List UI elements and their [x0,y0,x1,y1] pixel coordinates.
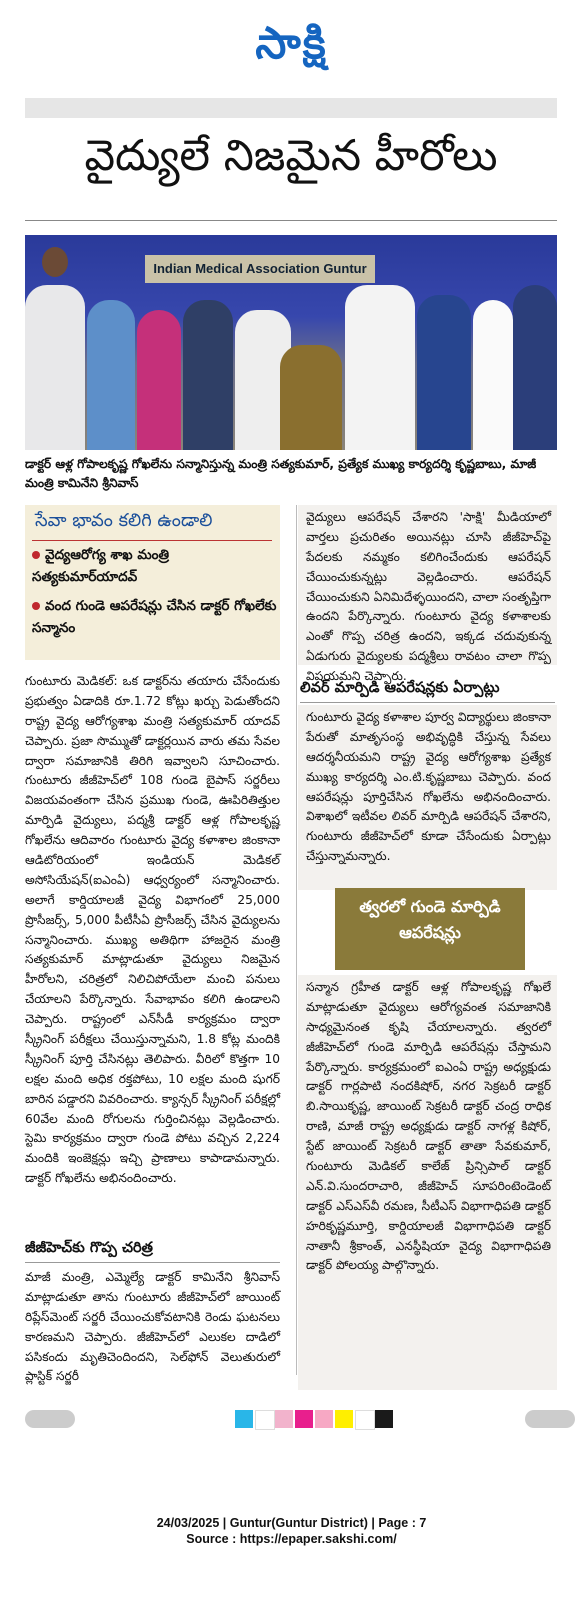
color-swatch [375,1410,393,1428]
photo-banner: Indian Medical Association Guntur [145,255,375,283]
person-figure [183,300,233,450]
sakshi-logo: సాక్షి [255,18,328,69]
color-swatch [295,1410,313,1428]
registration-bar [525,1410,575,1428]
highlight-bullet: వంద గుండె ఆపరేషన్లు చేసిన డాక్టర్ గోఖలేకు సన్మానం [32,598,277,636]
article-paragraph: మాజీ మంత్రి, ఎమ్మెల్యే డాక్టర్ కామినేని శ్రీనివాస్ మాట్లాడుతూ తాను గుంటూరు జీజీహెచ్‌లో జాయింట్ రిప్లేస్‌మెంట్ సర్జరీ చేయించుకోవటానికి రెండు ఘటనలు కారణమని చెప్పారు. జీజీహెచ్‌లో ఎలుకల దాడిలో పసికందు మృతిచెందిందని, సెల్‌ఫోన్ వెలుతురులో ప్లాస్టిక్ సర్జరీ [25,1270,280,1384]
color-swatch [315,1410,333,1428]
person-figure [87,300,135,450]
headline: వైద్యులే నిజమైన హీరోలు [84,131,498,181]
person-figure [137,310,181,450]
color-swatch [275,1410,293,1428]
subheading: జీజీహెచ్‌కు గొప్ప చరిత్ర [25,1240,280,1263]
color-swatch [335,1410,353,1428]
footer-date-page: 24/03/2025 | Guntur(Guntur District) | Page : 7 [156,1516,427,1530]
article-paragraph: సన్మాన గ్రహీత డాక్టర్ ఆళ్ల గోపాలకృష్ణ గోఖలే మాట్లాడుతూ వైద్యులు ఆరోగ్యవంత సమాజానికి సాధ్యమైనంత కృషి చేయాలన్నారు. త్వరలో జీజీహెచ్‌లో గుండె మార్పిడి ఆపరేషన్లు చేస్తామని పేర్కొన్నారు. కార్యక్రమంలో ఐఎంఏ రాష్ట్ర అధ్యక్షుడు డాక్టర్ గార్లపాటి నందకిషోర్, నగర సెక్రటరీ డాక్టర్ బి.సాయికృష్ణ, జాయింట్ సెక్రటరీ డాక్టర్ చంద్ర రాధిక రాణి, మాజీ రాష్ట్ర అధ్యక్షుడు డాక్టర్ నాగళ్ల కిషోర్, స్టేట్ జాయింట్ సెక్రటరీ డాక్టర్ తాతా సేవకుమార్, గుంటూరు మెడికల్ కాలేజ్ ప్రిన్సిపాల్ డాక్టర్ ఎన్.వి.సుందరాచారి, జీజీహెచ్ సూపరింటెండెంట్ డాక్టర్ ఎస్ఎస్‌వీ రమణ, సీటీఎస్ విభాగాధిపతి డాక్టర్ హరికృష్ణమూర్తి, కార్డియాలజీ విభాగాధిపతి డాక్టర్ నాతానీ శ్రీకాంత్, ఎనస్థీషియా వైద్య విభాగాధిపతి డాక్టర్ పోలయ్య పాల్గొన్నారు. [306,980,551,1273]
person-head [42,247,68,277]
article-paragraph: వైద్యులు ఆపరేషన్ చేశారని 'సాక్షి' మీడియాలో వార్తలు ప్రచురితం అయినట్లు చూసి జీజీహెచ్‌పై పేదలకు నమ్మకం కలిగించేందుకు ఆపరేషన్ చేయించుకున్నట్లు వెల్లడించారు. ఆపరేషన్ చేయించుకుని ఏనిమిదేళ్ళయిందని, చాలా సంతృప్తిగా ఉందని పేర్కొన్నారు. గుంటూరు వైద్య కళాశాలకు ఎంతో గొప్ప చరిత్ర ఉందని, ఇక్కడ చదువుకున్న ఏడుగురు వైద్యులకు పద్మశ్రీలు రావటం చాలా గొప్ప విషయమని చెప్పారు. [306,510,551,684]
person-figure [25,285,85,450]
footer-source: Source : https://epaper.sakshi.com/ [186,1532,397,1546]
person-figure [417,295,471,450]
highlight-box-title: సేవా భావం కలిగి ఉండాలి [35,510,213,531]
bullet-dot [32,602,40,610]
header-bar [25,98,557,118]
person-figure [473,300,513,450]
highlight-bullet: వైద్యఆరోగ్య శాఖ మంత్రి సత్యకుమార్‌యాదవ్ [32,547,170,585]
event-photo [25,235,557,450]
article-paragraph: గుంటూరు మెడికల్: ఒక డాక్టర్‌ను తయారు చేసేందుకు ప్రభుత్వం ఏడాదికి రూ.1.72 కోట్లు ఖర్చు పెడుతోందని రాష్ట్ర వైద్య ఆరోగ్యశాఖ మంత్రి సత్యకుమార్ యాదవ్ చెప్పారు. ప్రజా సొమ్ముతో డాక్టర్లయిన వారు తమ సేవల ద్వారా సమాజానికి తిరిగి ఇవ్వాలని సూచించారు. గుంటూరు జీజీహెచ్‌లో 108 గుండె బైపాస్ సర్జరీలు విజయవంతంగా చేసిన ప్రముఖ గుండె, ఊపిరితిత్తుల మార్పిడి వైద్యులు, పద్మశ్రీ డాక్టర్ ఆళ్ల గోపాలకృష్ణ గోఖలేను ఆదివారం గుంటూరు వైద్య కళాశాల జింకానా ఆడిటోరియంలో ఇండియన్ మెడికల్ అసోసియేషన్(ఐఎంఏ) ఆధ్వర్యంలో సన్మానించారు. అలాగే కార్డియాలజీ వైద్య విభాగంలో 25,000 ప్రొసీజర్స్, 5,000 పీటీసీఏ ప్రొసీజర్స్ చేసిన వైద్యులను సన్మానించారు. ముఖ్య అతిథిగా హాజరైన మంత్రి సత్యకుమార్ మాట్లాడుతూ వైద్యులు నిజమైన హీరోలని, చరిత్రలో నిలిచిపోయేలా మంచి పనులు చేయాలని పేర్కొన్నారు. సేవాభావం కలిగి ఉండాలని చెప్పారు. రాష్ట్రంలో ఎన్‌సీడీ కార్యక్రమం ద్వారా స్క్రీనింగ్ పరీక్షలు చేయిస్తున్నామని, 1.8 కోట్ల మందికి స్క్రీనింగ్ పూర్తి చేసినట్లు తెలిపారు. వీరిలో కొత్తగా 10 లక్షల మంది అధిక రక్తపోటు, 10 లక్షల మంది షుగర్ బారిన పడ్డారని వివరించారు. క్యాన్సర్ స్క్రీనింగ్ పరీక్షల్లో 60వేల మంది రోగులను గుర్తించినట్లు వెల్లడించారు. స్టెమి కార్యక్రమం ద్వారా గుండె పోటు వచ్చిన 2,224 మందికి ఇంజెక్షన్లు ఇచ్చి ప్రాణాలు కాపాడామన్నారు. డాక్టర్ గోఖలేను అభినందించారు. [25,674,280,1186]
article-paragraph: గుంటూరు వైద్య కళాశాల పూర్వ విద్యార్థులు జింకానా పేరుతో మాతృసంస్థ అభివృద్ధికి చేస్తున్న సేవలు ఆదర్శనీయమని రాష్ట్ర వైద్య ఆరోగ్యశాఖ ప్రత్యేక ముఖ్య కార్యదర్శి ఎం.టి.కృష్ణబాబు చెప్పారు. వంద ఆపరేషన్లు పూర్తిచేసిన గోఖలేను అభినందించారు. విశాఖలో ఇటీవల లివర్ మార్పిడి ఆపరేషన్ చేశారని, గుంటూరు జీజీహెచ్‌లో కూడా చేసేందుకు ఏర్పాట్లు చేస్తున్నామన్నారు. [306,710,551,864]
registration-bar [25,1410,75,1428]
color-swatch [355,1410,375,1430]
bullet-dot [32,551,40,559]
column-divider [296,505,297,1375]
highlight-box-divider [32,540,272,541]
person-figure [513,285,557,450]
color-swatch [255,1410,275,1430]
person-figure [345,285,415,450]
color-swatch [235,1410,253,1428]
pull-quote: త్వరలో గుండె మార్పిడి ఆపరేషన్లు [335,888,525,970]
honoree-figure [280,345,342,450]
photo-caption: డాక్టర్ ఆళ్ల గోపాలకృష్ణ గోఖలేను సన్మానిస్తున్న మంత్రి సత్యకుమార్, ప్రత్యేక ముఖ్య కార్యదర్శి కృష్ణబాబు, మాజీ మంత్రి కామినేని శ్రీనివాస్ [25,457,537,490]
subheading: లివర్ మార్పిడి ఆపరేషన్లకు ఏర్పాట్లు [300,680,555,703]
headline-divider [25,220,557,221]
